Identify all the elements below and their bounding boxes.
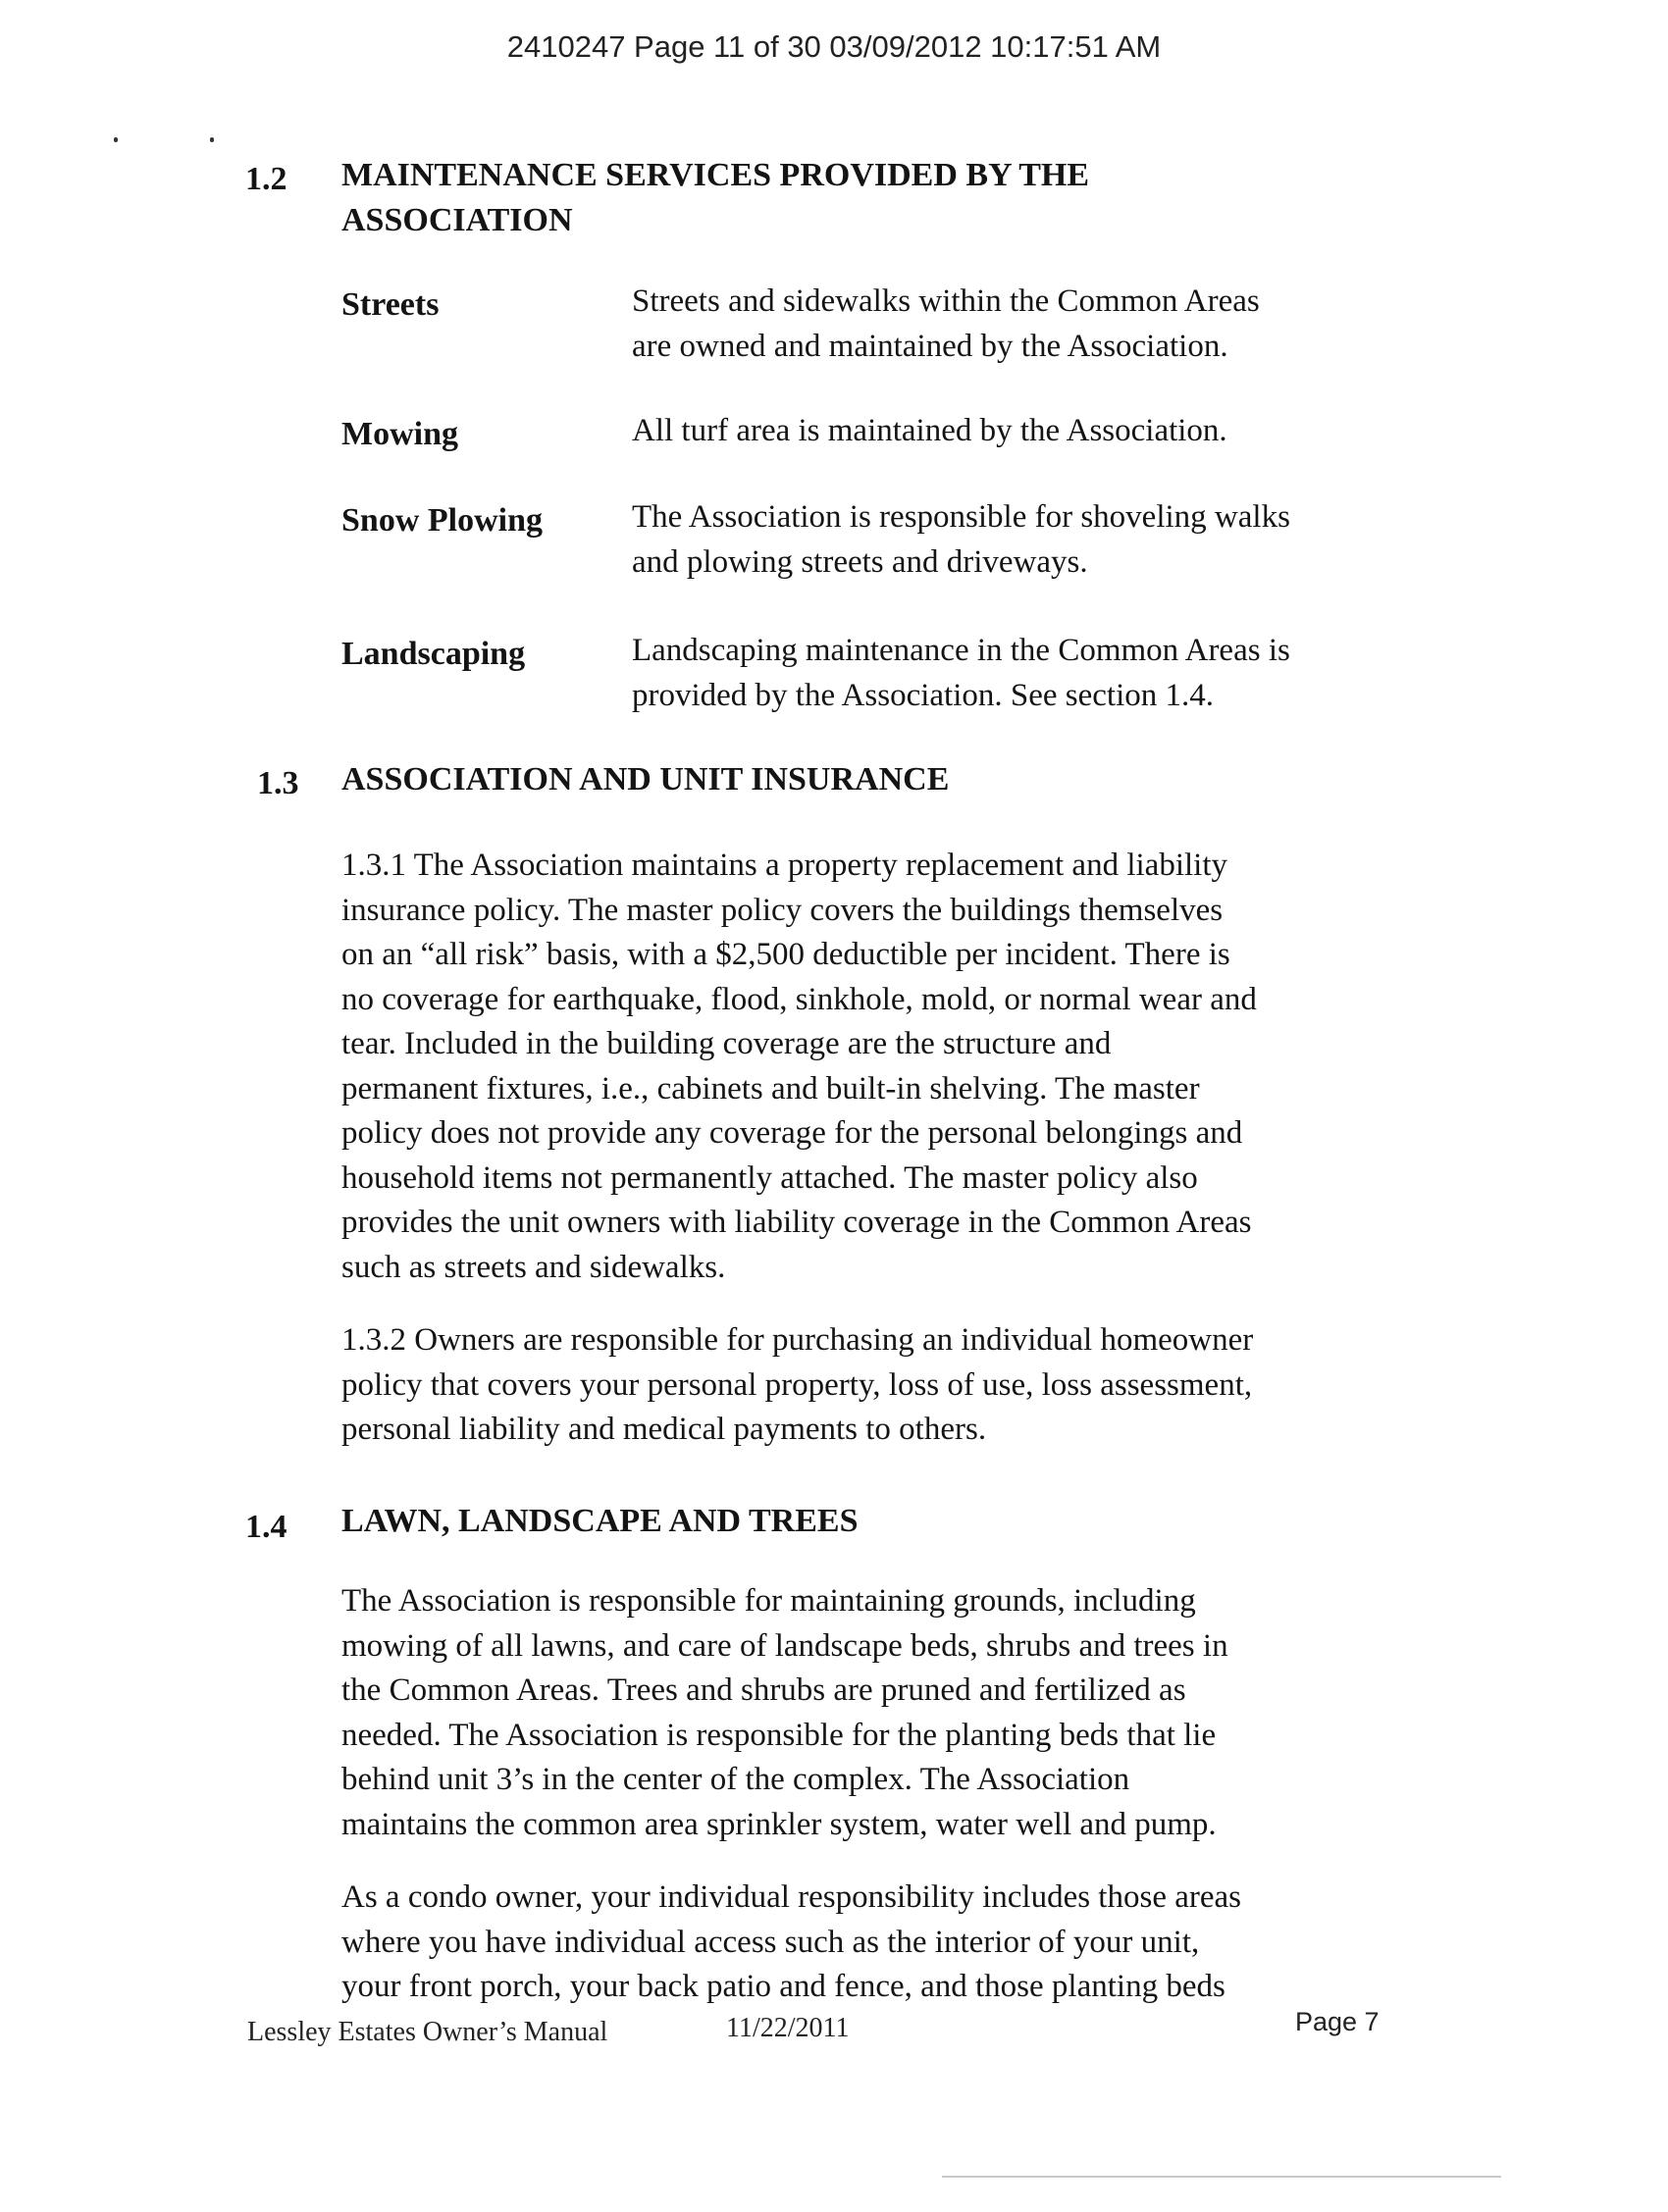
section-title-line: ASSOCIATION: [341, 202, 573, 238]
footer-page-number: Page 7: [1295, 2007, 1380, 2036]
section-title: LAWN, LANDSCAPE AND TREES: [341, 1503, 859, 1539]
paragraph-line: personal liability and medical payments to others.: [341, 1412, 987, 1447]
paragraph-line: the Common Areas. Trees and shrubs are pruned and fertilized as: [341, 1672, 1186, 1708]
service-description: [632, 408, 1613, 453]
section-number: 1.3: [257, 765, 299, 801]
paragraph-line: provides the unit owners with liability coverage in the Common Areas: [341, 1205, 1252, 1240]
paragraph-line: where you have individual access such as the interior of your unit,: [341, 1924, 1200, 1960]
paragraph-line: As a condo owner, your individual responsibility includes those areas: [341, 1879, 1241, 1915]
description-line: provided by the Association. See section 1.4.: [632, 678, 1214, 713]
paragraph: [341, 1579, 1440, 1847]
description-line: and plowing streets and driveways.: [632, 544, 1088, 580]
section-number: 1.4: [245, 1509, 287, 1545]
description-line: Streets and sidewalks within the Common Areas: [632, 283, 1260, 319]
section-title-line: MAINTENANCE SERVICES PROVIDED BY THE: [341, 157, 1090, 193]
paragraph-line: no coverage for earthquake, flood, sinkhole, mold, or normal wear and: [341, 981, 1257, 1017]
scan-speck: [114, 137, 118, 142]
service-term: Snow Plowing: [341, 502, 543, 539]
paragraph-line: The Association is responsible for maintaining grounds, including: [341, 1583, 1196, 1619]
description-line: All turf area is maintained by the Association.: [632, 413, 1227, 448]
paragraph-line: maintains the common area sprinkler system, water well and pump.: [341, 1806, 1217, 1842]
paragraph-line: 1.3.1 The Association maintains a property replacement and liability: [341, 848, 1227, 883]
paragraph-line: needed. The Association is responsible for the planting beds that lie: [341, 1717, 1217, 1753]
section-title: ASSOCIATION AND UNIT INSURANCE: [341, 761, 950, 797]
description-line: Landscaping maintenance in the Common Areas is: [632, 633, 1290, 668]
paragraph-line: behind unit 3’s in the center of the complex. The Association: [341, 1762, 1130, 1797]
section-title: [341, 153, 1089, 243]
paragraph-line: policy does not provide any coverage for the personal belongings and: [341, 1115, 1243, 1151]
paragraph-line: 1.3.2 Owners are responsible for purchasing an individual homeowner: [341, 1322, 1254, 1358]
section-number: 1.2: [245, 161, 287, 197]
record-header: 2410247 Page 11 of 30 03/09/2012 10:17:51 AM: [506, 29, 1162, 64]
paragraph-line: policy that covers your personal property, loss of use, loss assessment,: [341, 1366, 1253, 1403]
paragraph-line: household items not permanently attached. The master policy also: [341, 1159, 1198, 1196]
scan-speck: [210, 137, 214, 142]
paragraph: [341, 1876, 1440, 2010]
paragraph-line: mowing of all lawns, and care of landscape beds, shrubs and trees in: [341, 1627, 1228, 1664]
scan-artifact-line: [942, 2176, 1501, 2178]
paragraph-line: tear. Included in the building coverage are the structure and: [341, 1026, 1112, 1061]
service-description: [632, 494, 1613, 585]
paragraph-line: permanent fixtures, i.e., cabinets and built-in shelving. The master: [341, 1070, 1200, 1106]
service-term: Mowing: [341, 416, 458, 452]
footer-title: Lessley Estates Owner’s Manual: [247, 2017, 608, 2047]
description-line: The Association is responsible for shoveling walks: [632, 499, 1290, 535]
paragraph-line: on an “all risk” basis, with a $2,500 deductible per incident. There is: [341, 937, 1230, 972]
paragraph: [341, 844, 1440, 1290]
paragraph-line: insurance policy. The master policy covers the buildings themselves: [341, 892, 1224, 928]
paragraph-line: such as streets and sidewalks.: [341, 1249, 726, 1285]
paragraph-line: your front porch, your back patio and fence, and those planting beds: [341, 1969, 1225, 2004]
footer-date: 11/22/2011: [726, 2013, 850, 2043]
service-term: Landscaping: [341, 636, 526, 672]
paragraph: [341, 1318, 1440, 1453]
service-description: [632, 628, 1613, 718]
description-line: are owned and maintained by the Association.: [632, 329, 1228, 364]
service-description: [632, 279, 1613, 369]
service-term: Streets: [341, 286, 440, 323]
